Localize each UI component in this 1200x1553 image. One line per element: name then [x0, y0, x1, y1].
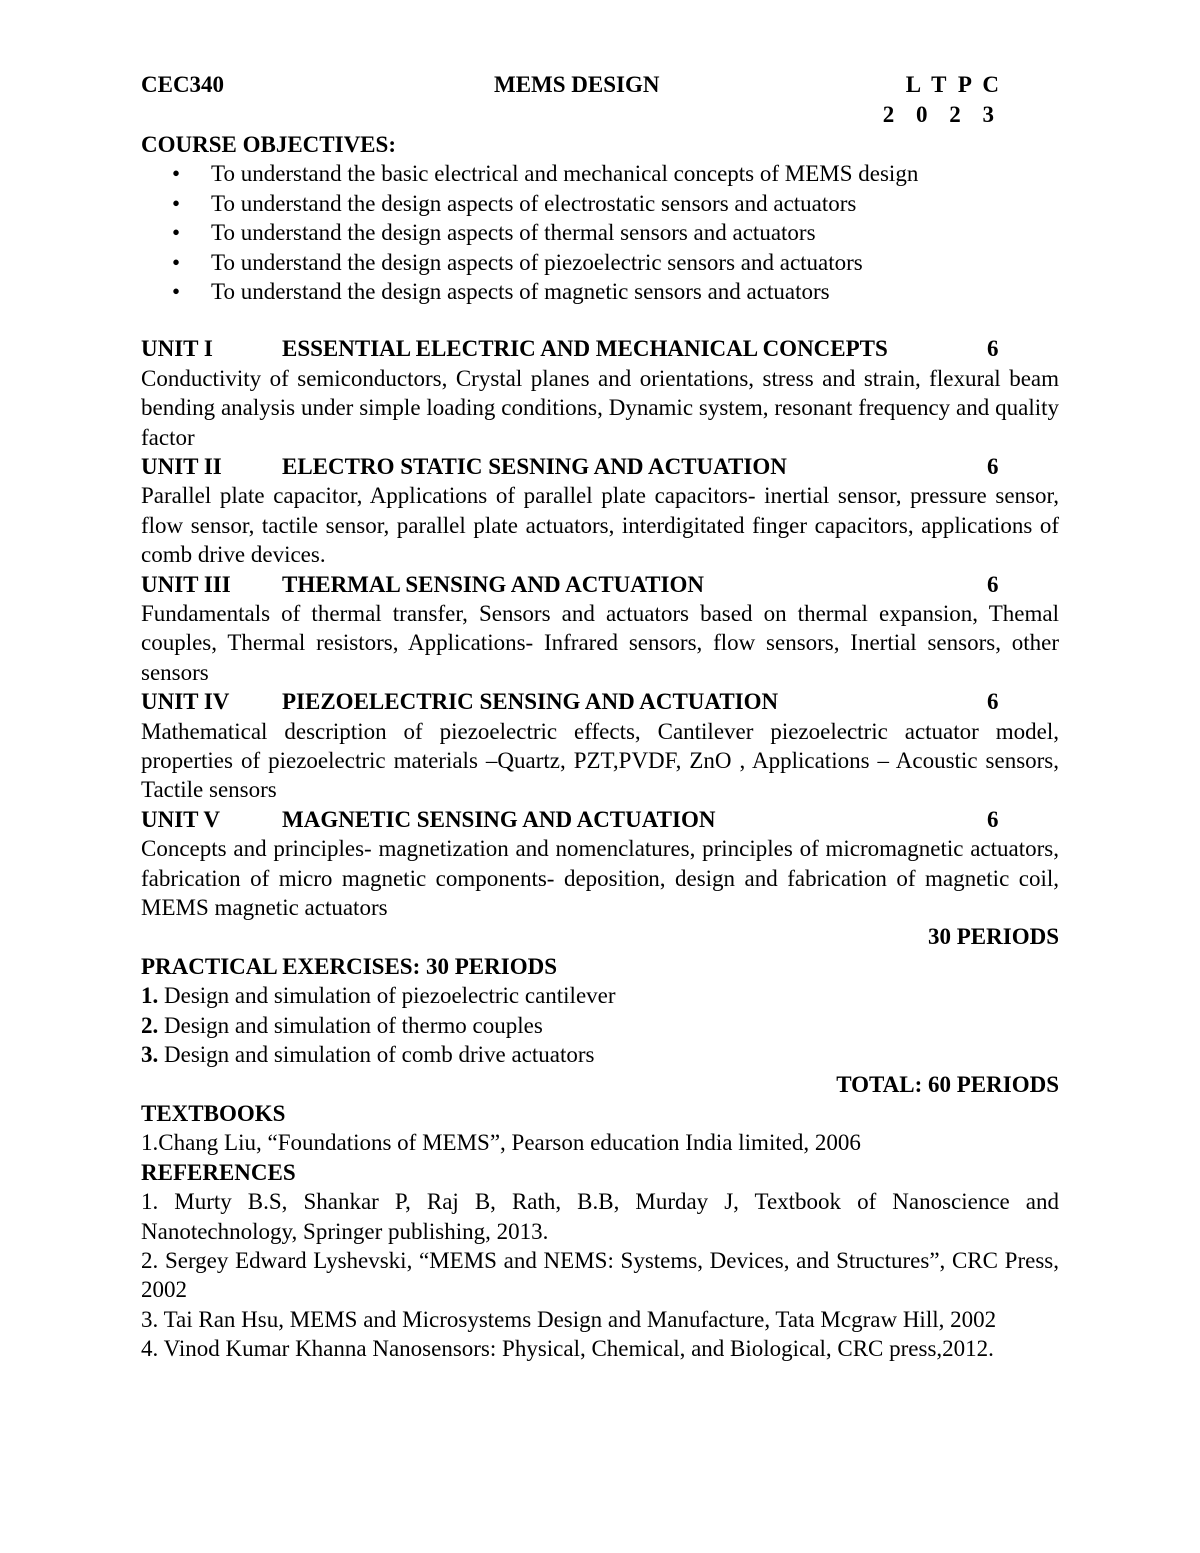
bullet-icon: • — [172, 161, 181, 187]
unit-title: ELECTRO STATIC SESNING AND ACTUATION — [282, 454, 787, 480]
course-title: MEMS DESIGN — [494, 72, 660, 97]
bullet-icon: • — [172, 279, 181, 305]
unit-hours: 6 — [987, 571, 999, 597]
unit-label: UNIT III — [141, 571, 231, 597]
unit-label: UNIT II — [141, 454, 222, 480]
unit-heading — [141, 334, 1059, 363]
spacer — [141, 306, 1059, 334]
unit-content: Fundamentals of thermal transfer, Sensors and actuators based on thermal expansion, Themal couples, Thermal resistors, Applications- Infrared sensors, flow sensors, Inertial sensors, other sensors — [141, 601, 1059, 685]
unit-heading — [141, 805, 1059, 834]
bullet-icon: • — [172, 220, 181, 246]
theory-periods: 30 PERIODS — [928, 924, 1059, 950]
list-item: • To understand the design aspects of magnetic sensors and actuators — [141, 277, 1059, 306]
objectives-heading: COURSE OBJECTIVES: — [141, 132, 396, 157]
unit-hours: 6 — [987, 336, 999, 362]
unit-hours: 6 — [987, 454, 999, 480]
unit-title: PIEZOELECTRIC SENSING AND ACTUATION — [282, 689, 779, 715]
ltpc-label: L T P C — [905, 72, 1002, 97]
list-item: 2. Design and simulation of thermo couples — [141, 1012, 543, 1038]
unit-title: MAGNETIC SENSING AND ACTUATION — [282, 806, 716, 832]
course-code: CEC340 — [141, 72, 225, 97]
course-header — [141, 70, 1059, 130]
list-item: 1.Chang Liu, “Foundations of MEMS”, Pearson education India limited, 2006 — [141, 1130, 861, 1156]
unit-content: Concepts and principles- magnetization and nomenclatures, principles of micromagnetic actuators, fabrication of micro magnetic components- deposition, design and fabrication of magnetic coil, MEMS magnetic actuators — [141, 836, 1059, 921]
ltpc-values: 2 0 2 3 — [882, 102, 1002, 127]
syllabus-page — [141, 70, 1059, 1364]
unit-heading — [141, 570, 1059, 599]
total-periods: TOTAL: 60 PERIODS — [836, 1071, 1059, 1097]
list-item: • To understand the design aspects of piezoelectric sensors and actuators — [141, 248, 1059, 277]
unit-label: UNIT I — [141, 336, 213, 362]
unit-label: UNIT IV — [141, 689, 230, 715]
list-item: • To understand the design aspects of electrostatic sensors and actuators — [141, 189, 1059, 218]
unit-section — [141, 570, 1059, 688]
references-heading: REFERENCES — [141, 1159, 296, 1185]
textbooks-heading: TEXTBOOKS — [141, 1100, 286, 1126]
unit-section — [141, 687, 1059, 805]
unit-hours: 6 — [987, 689, 999, 715]
unit-content: Mathematical description of piezoelectric effects, Cantilever piezoelectric actuator model, properties of piezoelectric materials –Quartz, PZT,PVDF, ZnO , Applications – Acoustic sensors, Tactile sensors — [141, 718, 1059, 803]
unit-heading — [141, 452, 1059, 481]
unit-title: THERMAL SENSING AND ACTUATION — [282, 571, 704, 597]
unit-hours: 6 — [987, 806, 999, 832]
bullet-icon: • — [172, 190, 181, 216]
unit-heading — [141, 687, 1059, 716]
list-item: 3. Tai Ran Hsu, MEMS and Microsystems Design and Manufacture, Tata Mcgraw Hill, 2002 — [141, 1306, 997, 1332]
practical-heading: PRACTICAL EXERCISES: 30 PERIODS — [141, 953, 557, 979]
bullet-icon: • — [172, 249, 181, 275]
objectives-list — [141, 159, 1059, 306]
list-item: • To understand the basic electrical and mechanical concepts of MEMS design — [141, 159, 1059, 188]
unit-section — [141, 805, 1059, 923]
list-item: 4. Vinod Kumar Khanna Nanosensors: Physical, Chemical, and Biological, CRC press,2012. — [141, 1336, 994, 1362]
list-item: • To understand the design aspects of thermal sensors and actuators — [141, 218, 1059, 247]
unit-section — [141, 334, 1059, 452]
unit-label: UNIT V — [141, 806, 221, 832]
unit-title: ESSENTIAL ELECTRIC AND MECHANICAL CONCEPTS — [282, 336, 888, 362]
unit-section — [141, 452, 1059, 570]
list-item: 3. Design and simulation of comb drive actuators — [141, 1042, 595, 1068]
practical-list — [141, 981, 1059, 1069]
list-item: 1. Design and simulation of piezoelectric cantilever — [141, 983, 616, 1009]
list-item: 2. Sergey Edward Lyshevski, “MEMS and NEMS: Systems, Devices, and Structures”, CRC Press, 2002 — [141, 1247, 1059, 1303]
list-item: 1. Murty B.S, Shankar P, Raj B, Rath, B.B, Murday J, Textbook of Nanoscience and Nanotechnology, Springer publishing, 2013. — [141, 1189, 1059, 1244]
unit-content: Parallel plate capacitor, Applications of parallel plate capacitors- inertial sensor, pressure sensor, flow sensor, tactile sensor, parallel plate actuators, interdigitated finger capacitors, applications of comb drive devices. — [141, 483, 1059, 568]
unit-content: Conductivity of semiconductors, Crystal planes and orientations, stress and strain, flexural beam bending analysis under simple loading conditions, Dynamic system, resonant frequency and quality factor — [141, 365, 1059, 450]
